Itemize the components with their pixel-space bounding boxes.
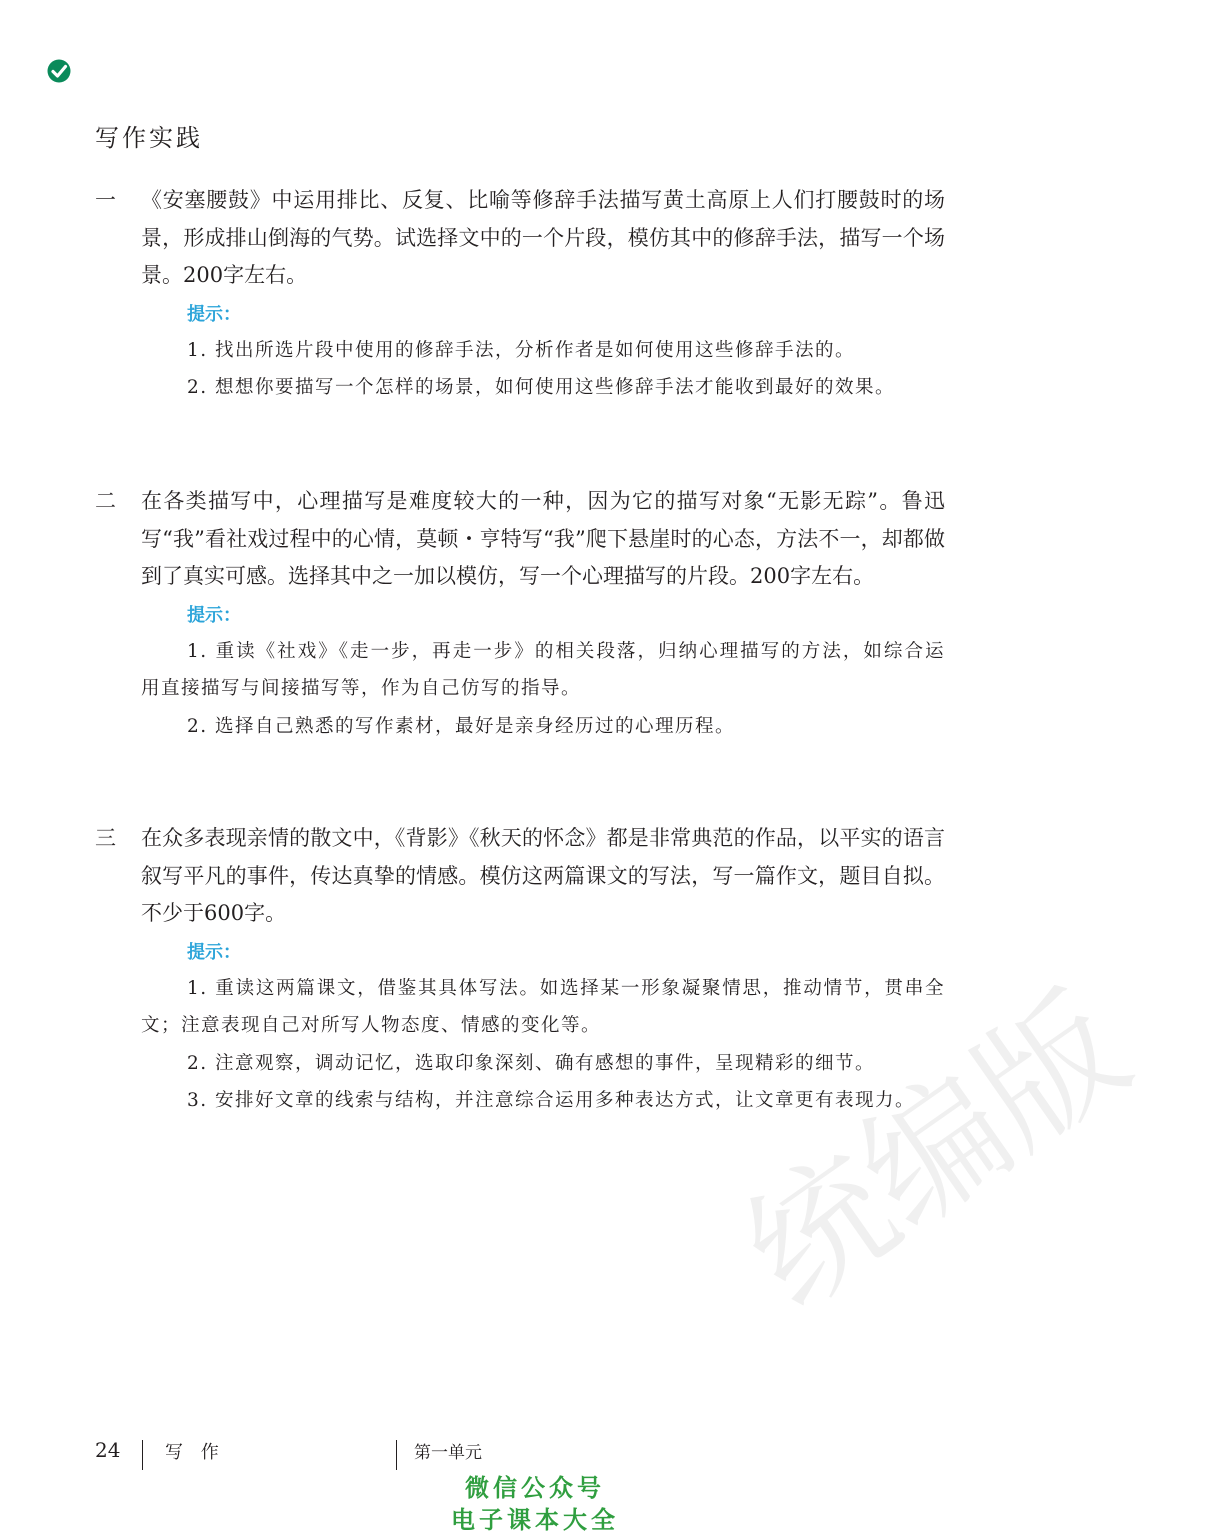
task-3-hint-1: 1. 重读这两篇课文，借鉴其具体写法。如选择某一形象凝聚情思，推动情节，贯串全文；注意表现自己对所写人物态度、情感的变化等。 — [141, 977, 945, 1036]
task-2-text: 在各类描写中，心理描写是难度较大的一种，因为它的描写对象“无影无踪”。鲁迅写“我”看社戏过程中的心情，莫顿・亨特写“我”爬下悬崖时的心态，方法不一，却都做到了真实可感。选择其中之一加以模仿，写一个心理描写的片段。200字左右。 — [141, 489, 945, 588]
task-2-hint-title: 提示： — [187, 604, 241, 626]
footer-section-label: 写 作 — [165, 1442, 225, 1463]
task-1-hint-1: 1. 找出所选片段中使用的修辞手法，分析作者是如何使用这些修辞手法的。 — [187, 339, 856, 361]
wechat-line-2: 电子课本大全 — [451, 1506, 619, 1534]
wechat-line-1: 微信公众号 — [465, 1474, 605, 1502]
publisher-logo-icon — [46, 58, 72, 84]
footer-divider — [396, 1440, 397, 1470]
task-2-number: 二 — [95, 489, 116, 513]
task-3-hint-3: 3. 安排好文章的线索与结构，并注意综合运用多种表达方式，让文章更有表现力。 — [187, 1090, 916, 1111]
task-3 — [95, 820, 945, 1120]
page-number: 24 — [95, 1438, 121, 1462]
task-3-text: 在众多表现亲情的散文中，《背影》《秋天的怀念》都是非常典范的作品，以平实的语言叙写平凡的事件，传达真挚的情感。模仿这两篇课文的写法，写一篇作文，题目自拟。不少于600字。 — [141, 826, 945, 925]
task-3-hint-2: 2. 注意观察，调动记忆，选取印象深刻、确有感想的事件，呈现精彩的细节。 — [187, 1052, 876, 1074]
footer-unit-label: 第一单元 — [414, 1443, 482, 1463]
footer-divider — [142, 1440, 143, 1470]
task-3-number: 三 — [95, 826, 116, 850]
watermark: 统编版 — [717, 964, 1156, 1339]
task-2-hint-2: 2. 选择自己熟悉的写作素材，最好是亲身经历过的心理历程。 — [187, 715, 736, 737]
task-3-hint-title: 提示： — [187, 941, 241, 963]
task-2 — [95, 483, 945, 745]
task-1-number: 一 — [95, 188, 116, 212]
section-title: 写作实践 — [95, 124, 203, 152]
task-1 — [95, 182, 945, 407]
task-2-hint-1: 1. 重读《社戏》《走一步，再走一步》的相关段落，归纳心理描写的方法，如综合运用直接描写与间接描写等，作为自己仿写的指导。 — [141, 640, 945, 699]
task-1-text: 《安塞腰鼓》中运用排比、反复、比喻等修辞手法描写黄土高原上人们打腰鼓时的场景，形成排山倒海的气势。试选择文中的一个片段，模仿其中的修辞手法，描写一个场景。200字左右。 — [141, 188, 945, 287]
task-1-hint-title: 提示： — [187, 303, 241, 325]
task-1-hint-2: 2. 想想你要描写一个怎样的场景，如何使用这些修辞手法才能收到最好的效果。 — [187, 377, 896, 398]
